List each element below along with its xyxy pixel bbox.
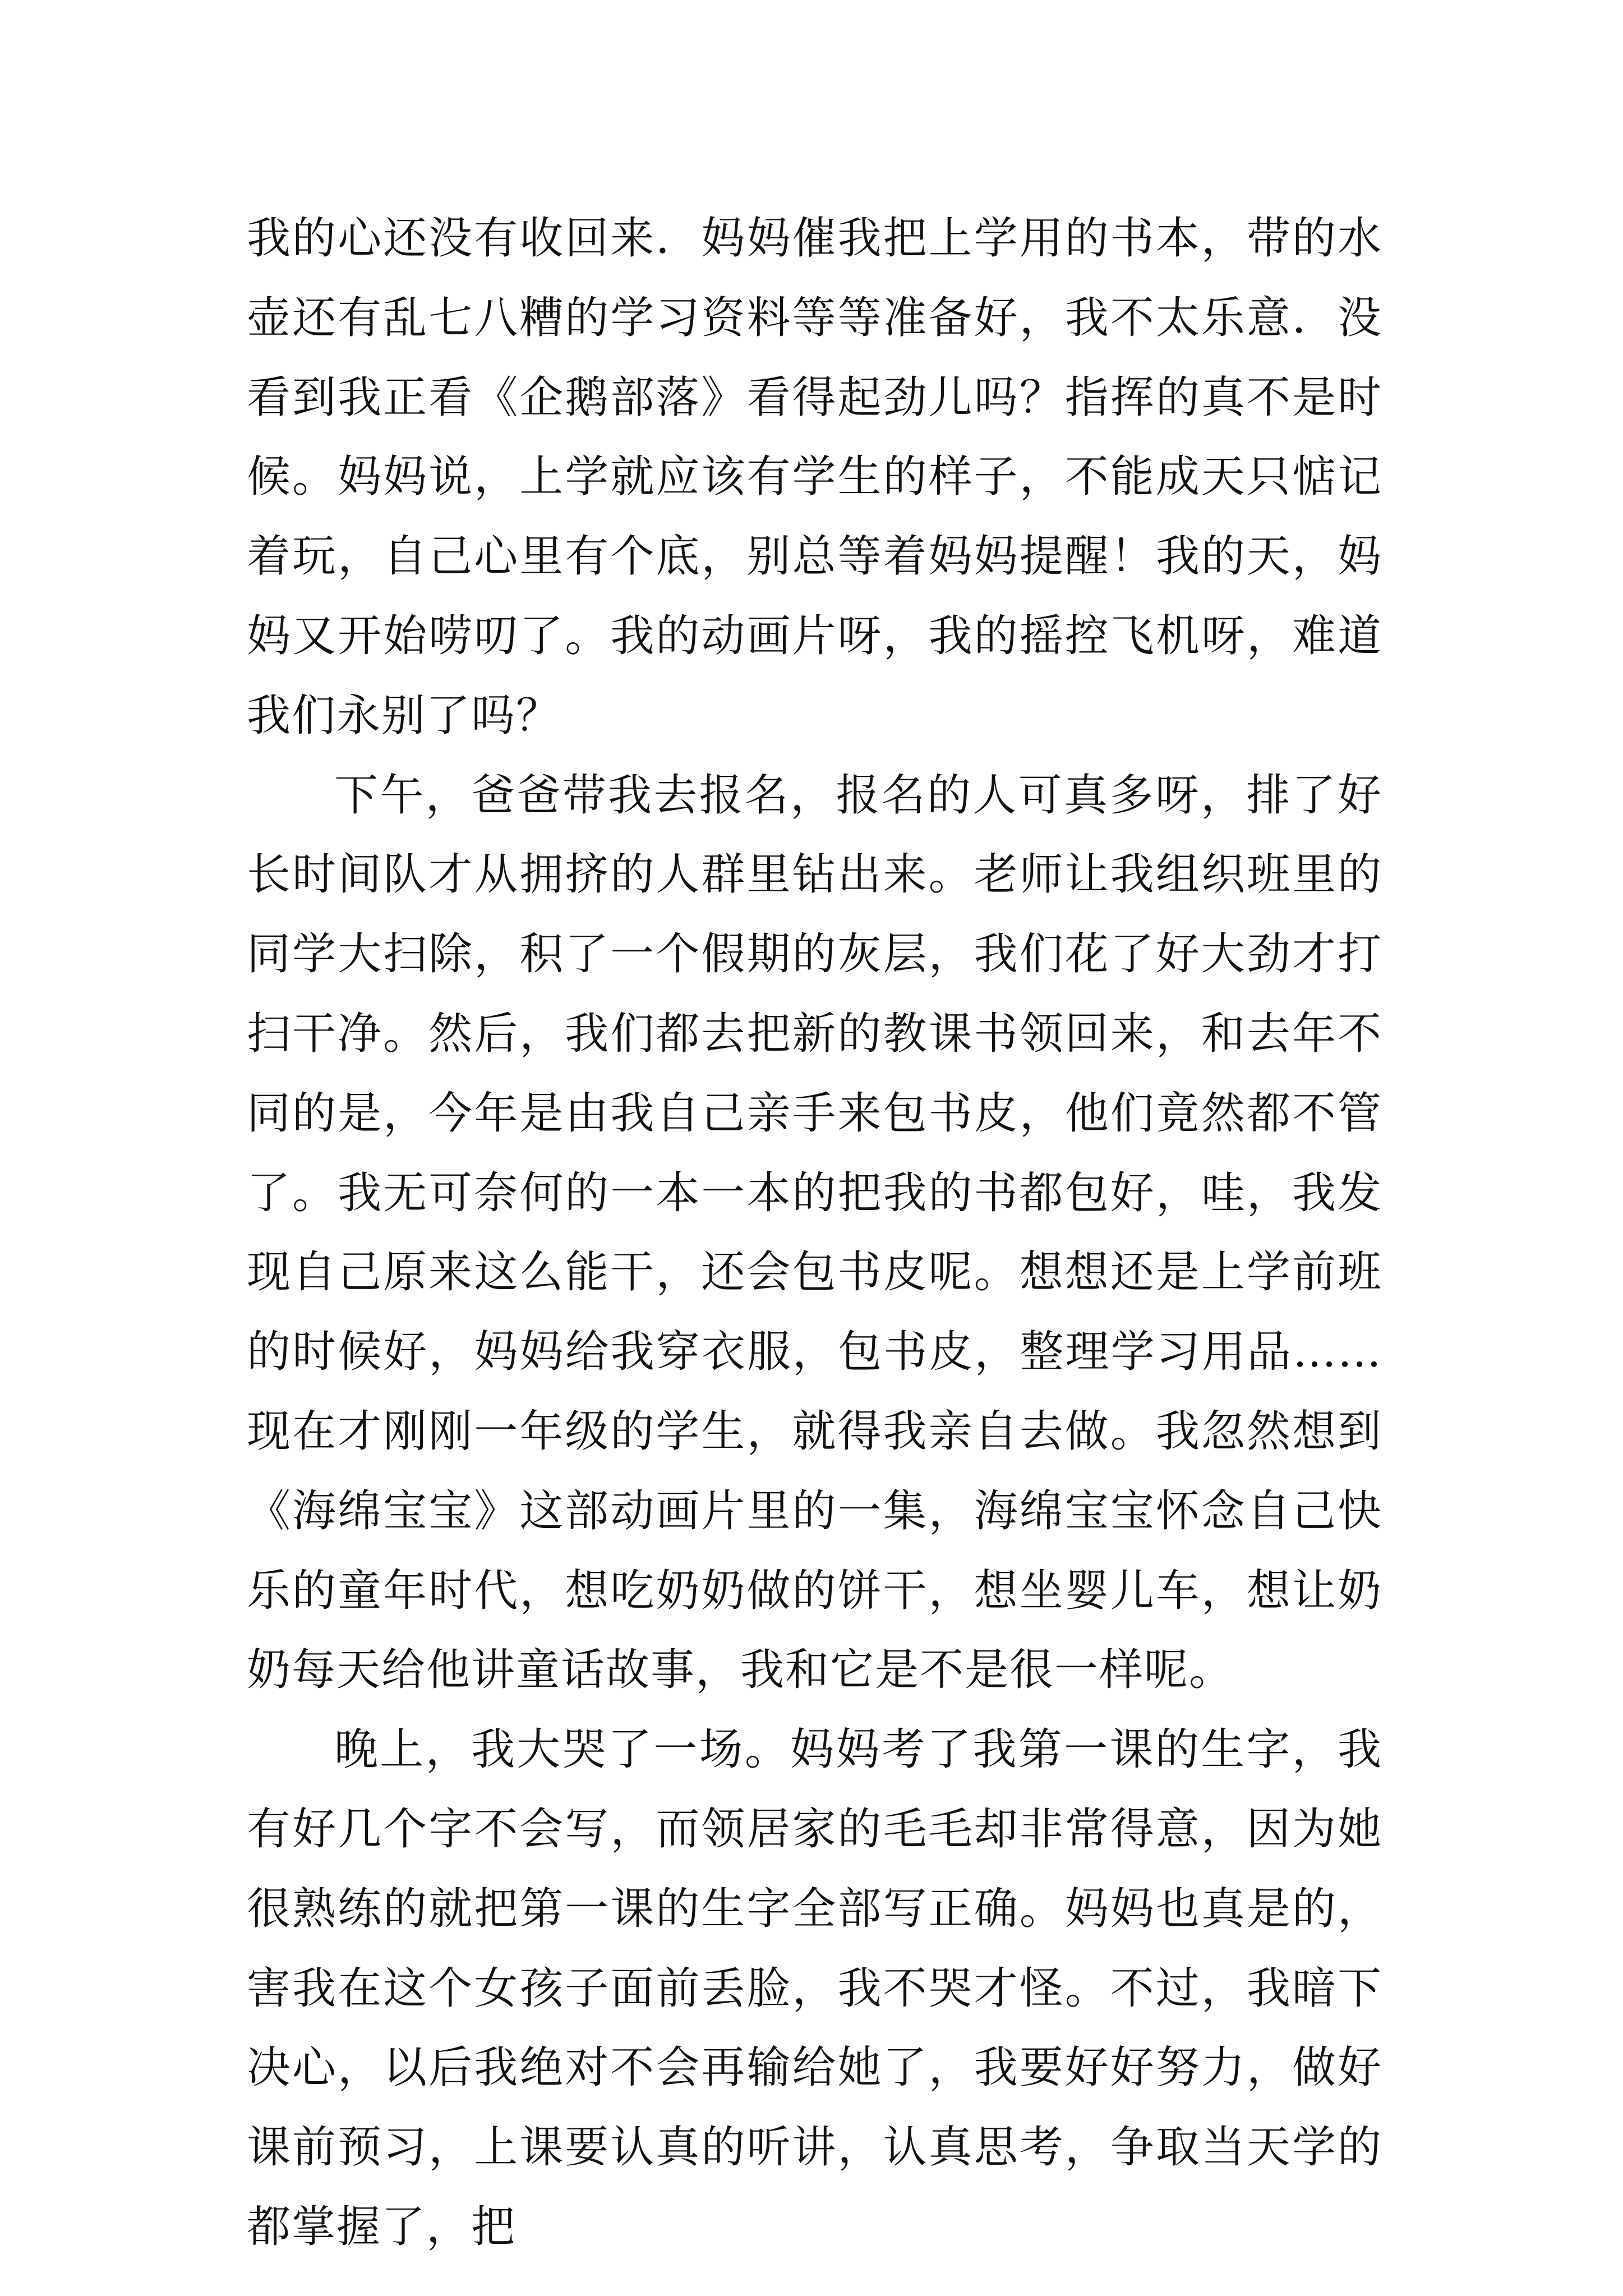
body-text xyxy=(247,199,1382,2267)
paragraph-2: 下午，爸爸带我去报名，报名的人可真多呀，排了好长时间队才从拥挤的人群里钻出来。老师让我组织班里的同学大扫除，积了一个假期的灰层，我们花了好大劲才打扫干净。然后，我们都去把新的教课书领回来，和去年不同的是，今年是由我自己亲手来包书皮，他们竟然都不管了。我无可奈何的一本一本的把我的书都包好，哇，我发现自己原来这么能干，还会包书皮呢。想想还是上学前班的时候好，妈妈给我穿衣服，包书皮，整理学习用品……现在才刚刚一年级的学生，就得我亲自去做。我忽然想到《海绵宝宝》这部动画片里的一集，海绵宝宝怀念自己快乐的童年时代，想吃奶奶做的饼干，想坐婴儿车，想让奶奶每天给他讲童话故事，我和它是不是很一样呢。 xyxy=(247,770,1382,1696)
paragraph-1: 我的心还没有收回来．妈妈催我把上学用的书本，带的水壶还有乱七八糟的学习资料等等准备好，我不太乐意．没看到我正看《企鹅部落》看得起劲儿吗？指挥的真不是时候。妈妈说，上学就应该有学生的样子，不能成天只惦记着玩，自己心里有个底，别总等着妈妈提醒！我的天，妈妈又开始唠叨了。我的动画片呀，我的摇控飞机呀，难道我们永别了吗？ xyxy=(247,213,1382,741)
paragraph-3: 晚上，我大哭了一场。妈妈考了我第一课的生字，我有好几个字不会写，而领居家的毛毛却非常得意，因为她很熟练的就把第一课的生字全部写正确。妈妈也真是的，害我在这个女孩子面前丢脸，我不哭才怪。不过，我暗下决心，以后我绝对不会再输给她了，我要好好努力，做好课前预习，上课要认真的听讲，认真思考，争取当天学的都掌握了，把 xyxy=(247,1724,1382,2252)
